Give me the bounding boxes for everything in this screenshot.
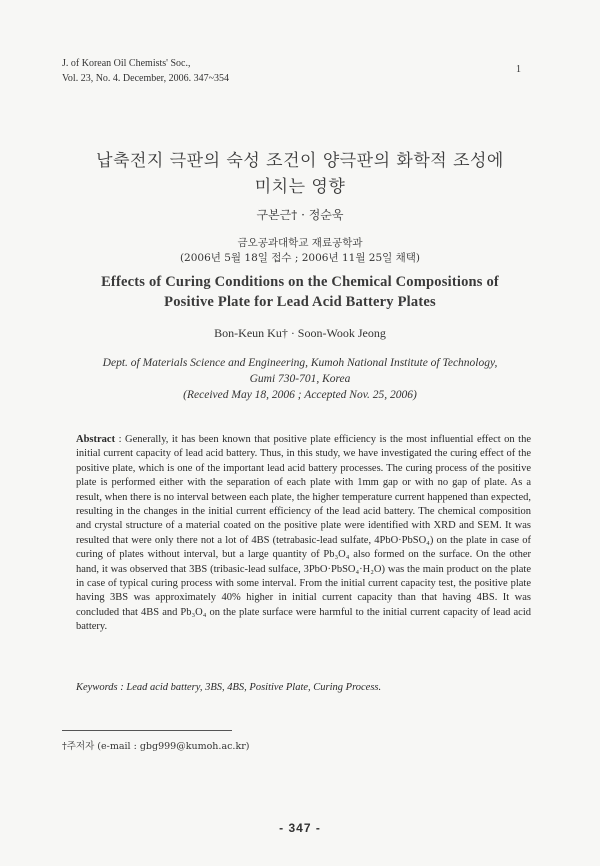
abstract-text: Generally, it has been known that positive plate efficiency is the most influential effect on the initial current capacity of lead acid battery. Thus, in this study, we have investigated the curing effect of the positive plate, which is one of the important lead acid battery processes. The curing process of the positive plate is performed either with the separation of each plate with 1mm gap or with no gap of plate. As a result, when there is no interval between each plate, the higher temperature current happened than expected, resulting in the changes in the initial current efficiency of the lead acid battery. The chemical composition and crystal structure of a material coated on the positive plate were identified with XRD and SEM. It was resulted that were only there not a lot of 4BS (tetrabasic-lead sulfate, 4PbO·PbSO₄) on the plate in case of curing of plates without interval, but a large quantity of Pb₃O₄ also formed on the surface. On the other hand, it was observed that 3BS (tribasic-lead sulface, 3PbO·PbSO₄·H₂O) was the main product on the plate in case of typical curing process with some interval. From the initial current capacity test, the positive plate having 3BS was approximately 40% higher in initial current capacity than that having 4BS. It was concluded that 4BS and Pb₃O₄ on the plate surface were harmful to the initial current capacity of lead acid battery. bbox=[76, 434, 532, 633]
english-title-line-2: Positive Plate for Lead Acid Battery Plates bbox=[164, 294, 436, 310]
english-affiliation-line-1: Dept. of Materials Science and Engineering, Kumoh National Institute of Technology, bbox=[102, 357, 498, 369]
footnote-divider bbox=[62, 730, 232, 731]
korean-title-line-2: 미치는 영향 bbox=[254, 177, 346, 197]
journal-line-1: J. of Korean Oil Chemists' Soc., bbox=[62, 58, 191, 69]
english-authors: Bon-Keun Ku† · Soon-Wook Jeong bbox=[214, 326, 386, 340]
korean-dates: (2006년 5월 18일 접수 ; 2006년 11월 25일 채택) bbox=[179, 252, 421, 264]
english-title-line-1: Effects of Curing Conditions on the Chemical Compositions of bbox=[101, 274, 499, 290]
journal-citation bbox=[62, 56, 229, 86]
journal-line-2: Vol. 23, No. 4. December, 2006. 347~354 bbox=[62, 73, 230, 84]
abstract bbox=[76, 433, 531, 635]
korean-affiliation: 금오공과대학교 재료공학과 bbox=[237, 237, 363, 249]
page-number-top: 1 bbox=[516, 64, 521, 75]
korean-title-line-1: 납축전지 극판의 숙성 조건이 양극판의 화학적 조성에 bbox=[96, 151, 504, 171]
keywords bbox=[76, 682, 536, 693]
english-dates: (Received May 18, 2006 ; Accepted Nov. 25, 2006) bbox=[183, 389, 417, 401]
keywords-label: Keywords : bbox=[76, 682, 124, 693]
abstract-label: Abstract bbox=[76, 434, 116, 445]
abstract-separator: : bbox=[115, 434, 126, 445]
page-number-bottom: - 347 - bbox=[279, 821, 321, 835]
corresponding-author-footnote: †주저자 (e-mail : gbg999@kumoh.ac.kr) bbox=[62, 741, 250, 752]
keywords-text: Lead acid battery, 3BS, 4BS, Positive Plate, Curing Process. bbox=[126, 682, 382, 693]
korean-authors: 구본근† · 정순욱 bbox=[256, 208, 344, 222]
english-affiliation-line-2: Gumi 730-701, Korea bbox=[249, 373, 351, 385]
